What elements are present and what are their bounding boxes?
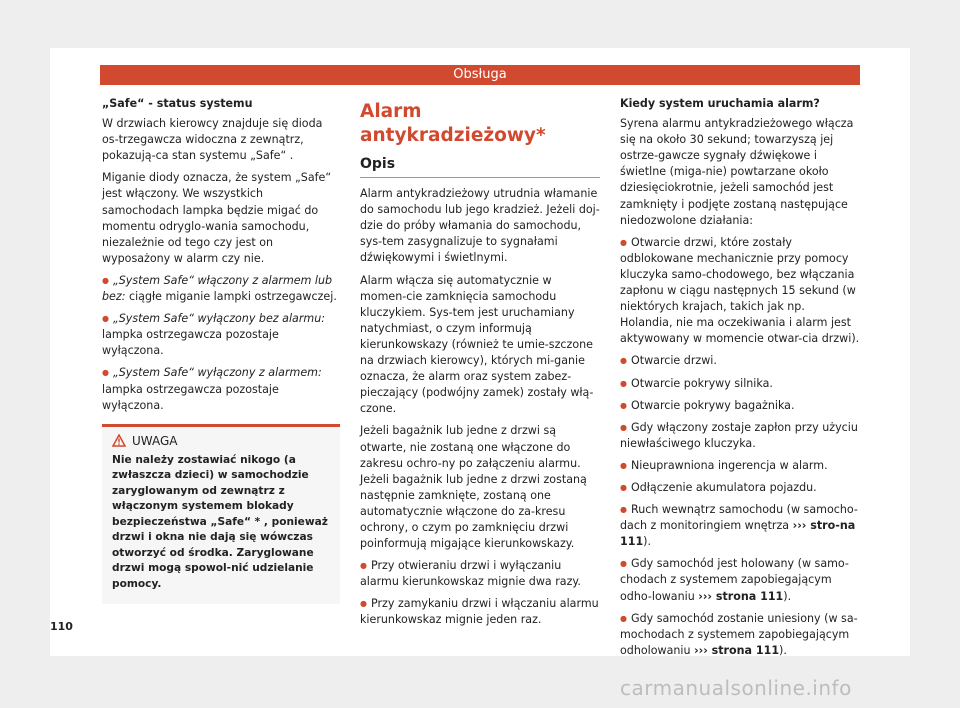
alarm-title: Alarm antykradzieżowy* bbox=[360, 101, 546, 146]
list-item: ● Gdy samochód jest holowany (w samo-chodach z systemem zapobiegającym odho-lowaniu ››› strona 111). bbox=[620, 556, 860, 604]
list-item: ● Gdy włączony zostaje zapłon przy użyciu niewłaściwego kluczyka. bbox=[620, 420, 860, 452]
page-reference-link[interactable]: ››› strona 111 bbox=[698, 589, 784, 603]
page-number: 110 bbox=[50, 620, 73, 633]
list-item: ● Przy zamykaniu drzwi i włączaniu alarmu kierunkowskaz mignie jeden raz. bbox=[360, 596, 600, 628]
column-left bbox=[102, 96, 340, 604]
list-item: ● Gdy samochód zostanie uniesiony (w sa-mochodach z systemem zapobiegającym odholowaniu ››› strona 111). bbox=[620, 611, 860, 659]
column-middle bbox=[360, 96, 600, 635]
warning-text: Nie należy zostawiać nikogo (a zwłaszcza dzieci) w samochodzie zaryglowanym od zewnątrz z włączonym systemem blokady bezpieczeństwa „Safe“ * , ponieważ drzwi i okna nie dają się wówczas otworzyć od środka. Zaryglowane drzwi mogą spowol-nić udzielanie pomocy. bbox=[112, 453, 328, 590]
list-item: ● Ruch wewnątrz samochodu (w samocho-dach z monitoringiem wnętrza ››› stro-na 111). bbox=[620, 502, 860, 550]
list-item: ● Odłączenie akumulatora pojazdu. bbox=[620, 480, 860, 496]
paragraph: Jeżeli bagażnik lub jedne z drzwi są otwarte, nie zostaną one włączone do zakresu ochro-ny po załączeniu alarmu. Jeżeli bagażnik lub jedne z drzwi zostaną następnie zamknięte, zostaną one automatycznie włączone do za-kresu ochrony, o czym po zamknięciu drzwi poinformują migające kierunkowskazy. bbox=[360, 424, 587, 551]
alarm-trigger-heading: Kiedy system uruchamia alarm? bbox=[620, 97, 820, 110]
list-item: ● „System Safe“ wyłączony z alarmem: lampka ostrzegawcza pozostaje wyłączona. bbox=[102, 365, 340, 413]
list-item: ● Nieuprawniona ingerencja w alarm. bbox=[620, 458, 860, 474]
list-item: ● Otwarcie drzwi. bbox=[620, 353, 860, 369]
list-item: ● Otwarcie pokrywy bagażnika. bbox=[620, 398, 860, 414]
list-item: ● „System Safe“ wyłączony bez alarmu: lampka ostrzegawcza pozostaje wyłączona. bbox=[102, 311, 340, 359]
paragraph: Alarm antykradzieżowy utrudnia włamanie do samochodu lub jego kradzież. Jeżeli doj-dzie do próby włamania do samochodu, sys-tem zasygnalizuje to sygnałami dźwiękowymi i świetlnymi. bbox=[360, 187, 600, 265]
list-item: ● „System Safe“ włączony z alarmem lub bez: ciągłe miganie lampki ostrzegawczej. bbox=[102, 273, 340, 305]
safe-status-heading: „Safe“ - status systemu bbox=[102, 97, 253, 110]
page-reference-link[interactable]: ››› stro-na 111 bbox=[620, 519, 856, 549]
paragraph: Syrena alarmu antykradzieżowego włącza się na około 30 sekund; towarzyszą jej ostrze-gawcze sygnały dźwiękowe i świetlne (miga-nie) powtarzane około dziesięciokrotnie, jeżeli samochód jest zamknięty i podjęte zostaną następujące niedozwolone działania: bbox=[620, 117, 854, 227]
paragraph: Miganie diody oznacza, że system „Safe“ jest włączony. We wszystkich samochodach lampka będzie migać do momentu odryglo-wania samochodu, niezależnie od tego czy jest on wyposażony w alarm czy nie. bbox=[102, 171, 332, 265]
watermark: carmanualsonline.info bbox=[620, 676, 852, 700]
warning-triangle-icon bbox=[112, 434, 126, 447]
warning-title: UWAGA bbox=[132, 433, 178, 448]
list-item: ● Otwarcie pokrywy silnika. bbox=[620, 376, 860, 392]
page-reference-link[interactable]: ››› strona 111 bbox=[694, 643, 780, 657]
column-right bbox=[620, 96, 860, 665]
warning-box bbox=[102, 424, 340, 605]
paragraph: W drzwiach kierowcy znajduje się dioda os-trzegawcza widoczna z zewnątrz, pokazują-ca stan systemu „Safe“ . bbox=[102, 117, 323, 163]
description-subtitle: Opis bbox=[360, 156, 396, 172]
list-item: ● Otwarcie drzwi, które zostały odblokowane mechanicznie przy pomocy kluczyka samo-chodowego, bez włączania zapłonu w ciągu następnych 15 sekund (w niektórych krajach, takich jak np. Holandia, nie ma oczekiwania i alarm jest aktywowany w momencie otwar-cia drzwi). bbox=[620, 235, 860, 348]
section-header: Obsługa bbox=[100, 65, 860, 85]
list-item: ● Przy otwieraniu drzwi i wyłączaniu alarmu kierunkowskaz mignie dwa razy. bbox=[360, 558, 600, 590]
paragraph: Alarm włącza się automatycznie w momen-cie zamknięcia samochodu kluczykiem. Sys-tem jest uruchamiany natychmiast, o czym informują kierunkowskazy (również te umie-szczone na drzwiach kierowcy), których mi-ganie oznacza, że alarm oraz system zabez-pieczający (podwójny zamek) zostały włą-czone. bbox=[360, 273, 594, 416]
